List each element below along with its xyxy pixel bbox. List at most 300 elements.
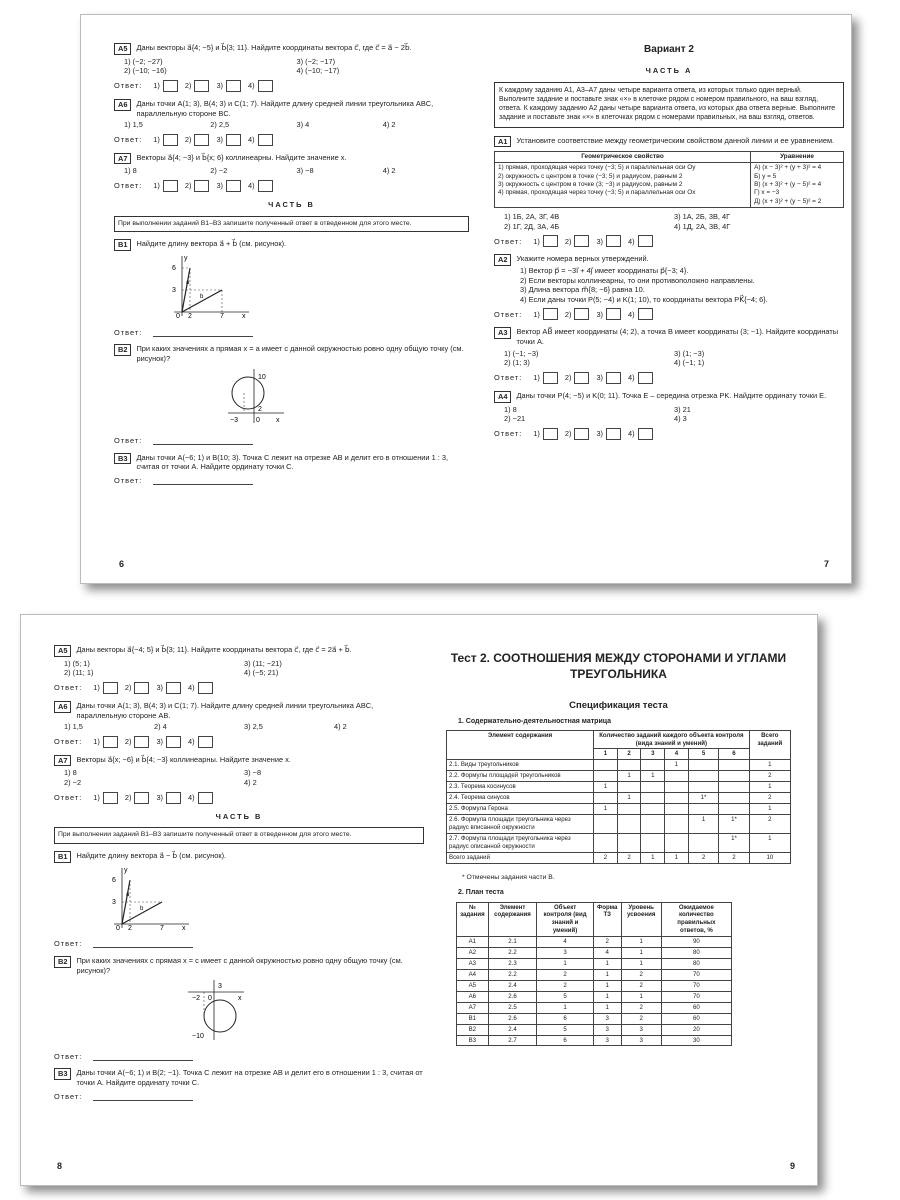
answer-row: [114, 134, 469, 146]
box-label: 4): [248, 81, 255, 91]
page-number: 9: [789, 1161, 795, 1171]
box-label: 4): [248, 181, 255, 191]
table-cell: [665, 804, 689, 815]
task-number: А7: [54, 755, 71, 767]
table-row: [457, 1035, 732, 1046]
answer-checkbox[interactable]: [543, 235, 558, 247]
test-title: Тест 2. СООТНОШЕНИЯ МЕЖДУ СТОРОНАМИ И УГЛАМИ ТРЕУГОЛЬНИКА: [450, 651, 787, 681]
answer-checkbox[interactable]: [258, 180, 273, 192]
section-heading: 2. План теста: [458, 889, 504, 897]
table-cell: [688, 782, 718, 793]
table-cell: 2: [688, 852, 718, 863]
box-label: 1): [93, 683, 100, 693]
box-label: 1): [533, 373, 540, 383]
table-row: [447, 760, 791, 771]
answer-checkbox[interactable]: [134, 736, 149, 748]
table-cell: 1: [621, 937, 661, 948]
content-matrix-table: [446, 730, 791, 864]
answer-checkbox[interactable]: [606, 308, 621, 320]
table-cell: [617, 833, 641, 852]
part-a-heading: ЧАСТЬ А: [645, 66, 693, 75]
table-cell: 2.7. Формула площади треугольника через радиус описанной окружности: [447, 833, 594, 852]
table-cell: 4: [593, 948, 621, 959]
answer-checkbox[interactable]: [163, 80, 178, 92]
table-cell: 1: [621, 991, 661, 1002]
table-cell: [719, 804, 749, 815]
answer-row: [494, 372, 844, 384]
table-cell: 2.7: [488, 1035, 537, 1046]
task-number: А5: [54, 645, 71, 657]
box-label: 1): [93, 792, 100, 802]
spread-pages-6-7: [80, 14, 852, 584]
answer-checkbox[interactable]: [103, 736, 118, 748]
box-label: 1): [533, 236, 540, 246]
svg-text:6: 6: [172, 265, 176, 273]
table-cell: 2.6: [488, 1013, 537, 1024]
equation: А) (x − 3)² + (y + 3)² = 4: [754, 164, 822, 172]
task-text: Векторы a⃗{x; −6} и b⃗{4; −3} коллинеарны. Найдите значение x.: [76, 754, 291, 764]
table-row: [457, 980, 732, 991]
option: 4) 2: [382, 166, 396, 176]
svg-text:0: 0: [176, 313, 180, 319]
answer-checkbox[interactable]: [574, 372, 589, 384]
matching-table: [494, 151, 844, 208]
footnote: * Отмечены задания части В.: [462, 873, 555, 881]
answer-row: [54, 1092, 424, 1102]
table-cell: [665, 833, 689, 852]
option: 1) 8: [64, 768, 77, 778]
svg-text:a: a: [126, 891, 130, 898]
variant-title: Вариант 2: [644, 44, 694, 55]
part-b-heading: ЧАСТЬ В: [215, 811, 263, 821]
table-cell: 1: [621, 959, 661, 970]
table-cell: 1: [665, 852, 689, 863]
table-cell: [688, 760, 718, 771]
table-cell: 60: [661, 1002, 731, 1013]
answer-checkbox[interactable]: [574, 428, 589, 440]
table-cell: [665, 771, 689, 782]
option: 4) (−10; −17): [296, 66, 340, 76]
table-cell: 2.6. Формула площади треугольника через радиус вписанной окружности: [447, 815, 594, 834]
answer-checkbox[interactable]: [166, 736, 181, 748]
table-cell: 3: [621, 1035, 661, 1046]
equation: Г) x = −3: [754, 189, 780, 197]
page-9: [446, 645, 791, 1186]
svg-text:0: 0: [208, 995, 212, 1003]
property: 1) прямая, проходящая через точку (−3; 5) и параллельная оси Oy: [498, 164, 696, 172]
answer-label: Ответ:: [54, 939, 83, 949]
answer-line[interactable]: [153, 437, 253, 445]
table-cell: [665, 793, 689, 804]
table-header: Форма ТЗ: [593, 902, 621, 937]
answer-label: Ответ:: [494, 236, 523, 246]
equation: В) (x + 3)² + (y − 5)² = 4: [754, 181, 822, 189]
table-cell: А1: [457, 937, 489, 948]
answer-checkbox[interactable]: [638, 428, 653, 440]
answer-checkbox[interactable]: [194, 134, 209, 146]
answer-checkbox[interactable]: [163, 134, 178, 146]
svg-text:b: b: [200, 294, 204, 301]
table-cell: 2: [621, 980, 661, 991]
table-cell: 1*: [719, 815, 749, 834]
table-header: Уравнение: [751, 152, 844, 163]
task-b2: [114, 344, 469, 446]
table-cell: [665, 815, 689, 834]
answer-label: Ответ:: [114, 436, 143, 446]
table-cell: [617, 815, 641, 834]
answer-checkbox[interactable]: [606, 372, 621, 384]
box-label: 3): [596, 373, 604, 383]
answer-checkbox[interactable]: [638, 235, 653, 247]
table-cell: [688, 804, 718, 815]
box-label: 1): [93, 736, 100, 746]
table-row: [447, 833, 791, 852]
answer-checkbox[interactable]: [198, 682, 213, 694]
table-cell: А3: [457, 959, 489, 970]
table-cell: 1: [593, 969, 621, 980]
answer-label: Ответ:: [114, 327, 143, 337]
svg-text:−3: −3: [230, 416, 238, 424]
table-cell: [719, 760, 749, 771]
option: 3) 21: [674, 404, 691, 414]
task-text: Даны векторы a⃗{−4; 5} и b⃗{3; 11}. Найдите координаты вектора c⃗, где c⃗ = 2a⃗ + b⃗.: [76, 645, 352, 654]
option: 2) (1; 3): [504, 358, 530, 368]
table-cell: 1: [665, 760, 689, 771]
table-cell: 1*: [688, 793, 718, 804]
option: 3) −8: [244, 768, 262, 778]
box-label: 4): [628, 309, 635, 319]
instructions: К каждому заданию А1, А3–А7 даны четыре варианта ответа, из которых только один верный. Выполните задание и поставьте знак «×» в клеточке рядом с номером правильного, на ваш взгляд, ответа. К каждому заданию А2 даны четыре варианта ответа, из которых два ответа верные. Выполните задание и поставьте знак «×» в клеточках рядом с номерами правильных, на ваш взгляд, ответов.: [494, 82, 844, 128]
table-cell: 2: [749, 793, 790, 804]
option: 2) (11; 1): [64, 668, 94, 678]
task-number: В1: [54, 851, 71, 863]
table-cell: 70: [661, 991, 731, 1002]
table-cell: 2.2: [488, 948, 537, 959]
answer-checkbox[interactable]: [163, 180, 178, 192]
svg-text:a: a: [186, 280, 190, 287]
equation: Б) y = 5: [754, 172, 777, 180]
option: 2) −2: [210, 166, 228, 176]
table-row: [447, 815, 791, 834]
table-cell: 2: [749, 771, 790, 782]
answer-line[interactable]: [93, 940, 193, 948]
answer-line[interactable]: [153, 477, 253, 485]
option: 2) 4: [154, 722, 167, 732]
table-cell: 1: [641, 771, 665, 782]
task-text: При каких значениях c прямая x = c имеет с данной окружностью ровно одну общую точку (см. рисунок)?: [76, 955, 403, 975]
spread-pages-8-9: [20, 614, 818, 1186]
table-cell: 2: [719, 852, 749, 863]
task-a3: [494, 327, 844, 384]
task-text: Даны точки A(−6; 1) и B(10; 3). Точка C лежит на отрезке AB и делит его в отношении 1 : 3, считая от точки A. Найдите ординату точки C.: [136, 452, 449, 472]
svg-text:0: 0: [256, 416, 260, 424]
answer-label: Ответ:: [114, 476, 143, 486]
table-row: [457, 991, 732, 1002]
table-cell: 3: [537, 948, 594, 959]
task-number: В3: [114, 453, 131, 465]
answer-checkbox[interactable]: [543, 372, 558, 384]
answer-checkbox[interactable]: [103, 792, 118, 804]
box-label: 3): [156, 792, 164, 802]
table-cell: 3: [621, 1024, 661, 1035]
answer-checkbox[interactable]: [226, 180, 241, 192]
table-cell: В2: [457, 1024, 489, 1035]
task-text: Найдите длину вектора a⃗ − b⃗ (см. рисунок).: [76, 851, 227, 861]
answer-checkbox[interactable]: [638, 308, 653, 320]
option: 4) 2: [382, 120, 396, 130]
spec-title: Спецификация теста: [569, 700, 668, 712]
option: 1) 8: [504, 404, 517, 414]
answer-row: [54, 792, 424, 804]
answer-line[interactable]: [153, 329, 253, 337]
task-text: Даны точки A(1; 3), B(4; 3) и C(1; 7). Найдите длину средней линии треугольника ABC, параллельную стороне BC.: [136, 98, 434, 118]
vector-figure: [104, 866, 194, 930]
property: 3) окружность с центром в точке (3; −3) и радиусом, равным 2: [498, 181, 683, 189]
table-row: [457, 1013, 732, 1024]
box-label: 4): [628, 429, 635, 439]
instructions: При выполнении заданий В1–В3 запишите полученный ответ в отведенном для этого месте.: [114, 216, 469, 233]
table-row: [457, 948, 732, 959]
answer-checkbox[interactable]: [134, 682, 149, 694]
answer-row: [54, 939, 424, 949]
answer-checkbox[interactable]: [258, 134, 273, 146]
answer-checkbox[interactable]: [226, 80, 241, 92]
answer-checkbox[interactable]: [198, 792, 213, 804]
answer-checkbox[interactable]: [226, 134, 241, 146]
svg-text:2: 2: [188, 313, 192, 319]
answer-line[interactable]: [93, 1093, 193, 1101]
svg-text:y: y: [184, 255, 188, 263]
answer-checkbox[interactable]: [134, 792, 149, 804]
answer-row: [114, 436, 469, 446]
table-cell: В1: [457, 1013, 489, 1024]
option: 3) −8: [296, 166, 314, 176]
svg-text:x: x: [238, 995, 242, 1003]
table-cell: 1: [749, 804, 790, 815]
answer-label: Ответ:: [54, 792, 83, 802]
table-cell: А2: [457, 948, 489, 959]
task-text: Вектор AB⃗ имеет координаты (4; 2), а точка B имеет координаты (3; −1). Найдите координаты точки A.: [516, 327, 839, 347]
task-text: Установите соответствие между геометрическим свойством данной линии и ее уравнением.: [516, 135, 835, 145]
svg-text:3: 3: [172, 287, 176, 295]
box-label: 2): [124, 736, 132, 746]
page-7: [494, 43, 844, 584]
option: 2) −21: [504, 414, 526, 424]
svg-text:−2: −2: [192, 995, 200, 1003]
table-cell: 1: [594, 782, 618, 793]
table-cell: 1: [537, 1002, 594, 1013]
table-header: Элемент содержания: [447, 730, 594, 760]
task-b2: [54, 956, 424, 1062]
table-cell: [594, 793, 618, 804]
answer-checkbox[interactable]: [198, 736, 213, 748]
table-cell: 1: [621, 948, 661, 959]
properties-cell: [495, 163, 751, 208]
page-6: [114, 43, 469, 584]
box-label: 3): [216, 81, 224, 91]
box-label: 1): [153, 181, 160, 191]
table-header: Количество заданий каждого объекта контроля (вида знаний и умений): [594, 730, 750, 749]
task-number: В1: [114, 239, 131, 251]
option: 4) 3: [674, 414, 687, 424]
table-cell: [641, 833, 665, 852]
table-row: [447, 771, 791, 782]
table-cell: 70: [661, 980, 731, 991]
property: 4) прямая, проходящая через точку (−3; 5) и параллельная оси Ox: [498, 189, 696, 197]
answer-row: [114, 80, 469, 92]
table-cell: А7: [457, 1002, 489, 1013]
task-number: В3: [54, 1068, 71, 1080]
answer-label: Ответ:: [54, 683, 83, 693]
box-label: 2): [564, 429, 572, 439]
plan-rows: [457, 937, 732, 1046]
equation: Д) (x + 3)² + (y − 5)² = 2: [754, 197, 822, 205]
option: 3) (11; −21): [244, 658, 282, 668]
table-cell: 30: [661, 1035, 731, 1046]
answer-line[interactable]: [93, 1053, 193, 1061]
answer-label: Ответ:: [54, 736, 83, 746]
table-header: Элемент содержания: [488, 902, 537, 937]
answer-label: Ответ:: [494, 373, 523, 383]
table-cell: 2: [621, 1013, 661, 1024]
task-number: А7: [114, 153, 131, 165]
table-cell: 1: [749, 833, 790, 852]
table-cell: 2.4: [488, 980, 537, 991]
table-header: Ожидаемое количество правильных ответов, %: [661, 902, 731, 937]
table-cell: 6: [537, 1035, 594, 1046]
table-cell: 20: [661, 1024, 731, 1035]
table-cell: 1: [688, 815, 718, 834]
table-cell: 2: [621, 1002, 661, 1013]
statement: 1) Вектор p⃗ = −3i⃗ + 4j⃗ имеет координаты p⃗{−3; 4}.: [520, 265, 689, 275]
option: 2) 1Г, 2Д, 3А, 4Б: [504, 221, 560, 231]
option: 4) (−1; 1): [674, 358, 705, 368]
option: 1) 1,5: [64, 722, 83, 732]
answer-checkbox[interactable]: [166, 792, 181, 804]
table-cell: 2: [594, 852, 618, 863]
option: 1) (−1; −3): [504, 348, 539, 358]
box-label: 2): [124, 792, 132, 802]
svg-text:6: 6: [112, 876, 116, 884]
answer-label: Ответ:: [494, 309, 523, 319]
task-number: А1: [494, 136, 511, 148]
answer-row: [114, 476, 469, 486]
option: 4) 2: [244, 778, 257, 787]
box-label: 2): [564, 236, 572, 246]
svg-text:−10: −10: [192, 1033, 204, 1041]
table-header: Всего заданий: [749, 730, 790, 760]
task-b3: [54, 1068, 424, 1101]
answer-checkbox[interactable]: [543, 428, 558, 440]
answer-checkbox[interactable]: [258, 80, 273, 92]
table-cell: 1: [749, 760, 790, 771]
equations-cell: [751, 163, 844, 208]
table-cell: [594, 760, 618, 771]
answer-checkbox[interactable]: [194, 80, 209, 92]
answer-label: Ответ:: [114, 134, 143, 144]
option: 2) (−10; −16): [124, 66, 167, 76]
task-a2: [494, 254, 844, 320]
column-header: 6: [719, 749, 749, 760]
table-cell: 2.1. Виды треугольников: [447, 760, 594, 771]
task-text: Даны точки A(1; 3), B(4; 3) и C(1; 7). Найдите длину средней линии треугольника ABC, параллельную стороне AB.: [76, 700, 374, 720]
statement: 3) Длина вектора m⃗{8; −6} равна 10.: [520, 285, 645, 295]
page-8: [54, 645, 424, 1186]
answer-checkbox[interactable]: [606, 428, 621, 440]
option: 1) 1,5: [124, 120, 143, 130]
table-header: Геометрическое свойство: [495, 152, 751, 163]
task-number: В2: [54, 956, 71, 968]
vector-figure: [164, 254, 254, 318]
task-a5: [114, 43, 469, 92]
svg-text:10: 10: [258, 373, 266, 381]
table-header: Уровень усвоения: [621, 902, 661, 937]
box-label: 3): [156, 736, 164, 746]
task-number: А5: [114, 43, 131, 55]
answer-label: Ответ:: [114, 81, 143, 91]
answer-checkbox[interactable]: [166, 682, 181, 694]
svg-text:x: x: [242, 313, 246, 319]
table-cell: 1: [617, 793, 641, 804]
answer-checkbox[interactable]: [103, 682, 118, 694]
answer-checkbox[interactable]: [574, 235, 589, 247]
option: 1) (−2; −27): [124, 56, 163, 66]
option: 4) 2: [334, 722, 347, 732]
task-a7: [54, 755, 424, 804]
part-b-heading: ЧАСТЬ В: [268, 200, 315, 209]
table-cell: А6: [457, 991, 489, 1002]
box-label: 3): [216, 134, 224, 144]
column-header: 4: [665, 749, 689, 760]
answer-row: [114, 180, 469, 192]
box-label: 2): [564, 309, 572, 319]
page-number: 7: [823, 559, 829, 569]
column-header: 1: [594, 749, 618, 760]
task-number: А6: [54, 701, 71, 713]
answer-checkbox[interactable]: [543, 308, 558, 320]
task-a6: [114, 99, 469, 146]
circle-figure: [224, 367, 314, 427]
table-cell: [641, 793, 665, 804]
section-heading: 1. Содержательно-деятельностная матрица: [458, 717, 612, 725]
instructions: При выполнении заданий В1–В3 запишите полученный ответ в отведенном для этого месте.: [54, 827, 424, 844]
answer-row: [114, 328, 469, 338]
task-number: А6: [114, 99, 131, 111]
answer-checkbox[interactable]: [638, 372, 653, 384]
task-text: Даны векторы a⃗{4; −5} и b⃗{3; 11}. Найдите координаты вектора c⃗, где c⃗ = a⃗ − 2b⃗.: [136, 43, 412, 52]
table-cell: 3: [593, 1013, 621, 1024]
option: 2) −2: [64, 778, 82, 787]
box-label: 4): [188, 792, 195, 802]
table-cell: 4: [537, 937, 594, 948]
option: 1) 1Б, 2А, 3Г, 4В: [504, 212, 560, 222]
table-cell: 70: [661, 969, 731, 980]
box-label: 4): [188, 736, 195, 746]
option: 4) (−5; 21): [244, 668, 279, 678]
answer-checkbox[interactable]: [606, 235, 621, 247]
task-number: А2: [494, 254, 511, 266]
answer-checkbox[interactable]: [574, 308, 589, 320]
table-cell: 1: [749, 782, 790, 793]
option: 3) 4: [296, 120, 310, 130]
svg-text:x: x: [276, 416, 280, 424]
table-cell: 90: [661, 937, 731, 948]
table-cell: В3: [457, 1035, 489, 1046]
matrix-rows: [447, 760, 791, 863]
answer-checkbox[interactable]: [194, 180, 209, 192]
table-cell: 2: [593, 937, 621, 948]
box-label: 2): [184, 181, 192, 191]
